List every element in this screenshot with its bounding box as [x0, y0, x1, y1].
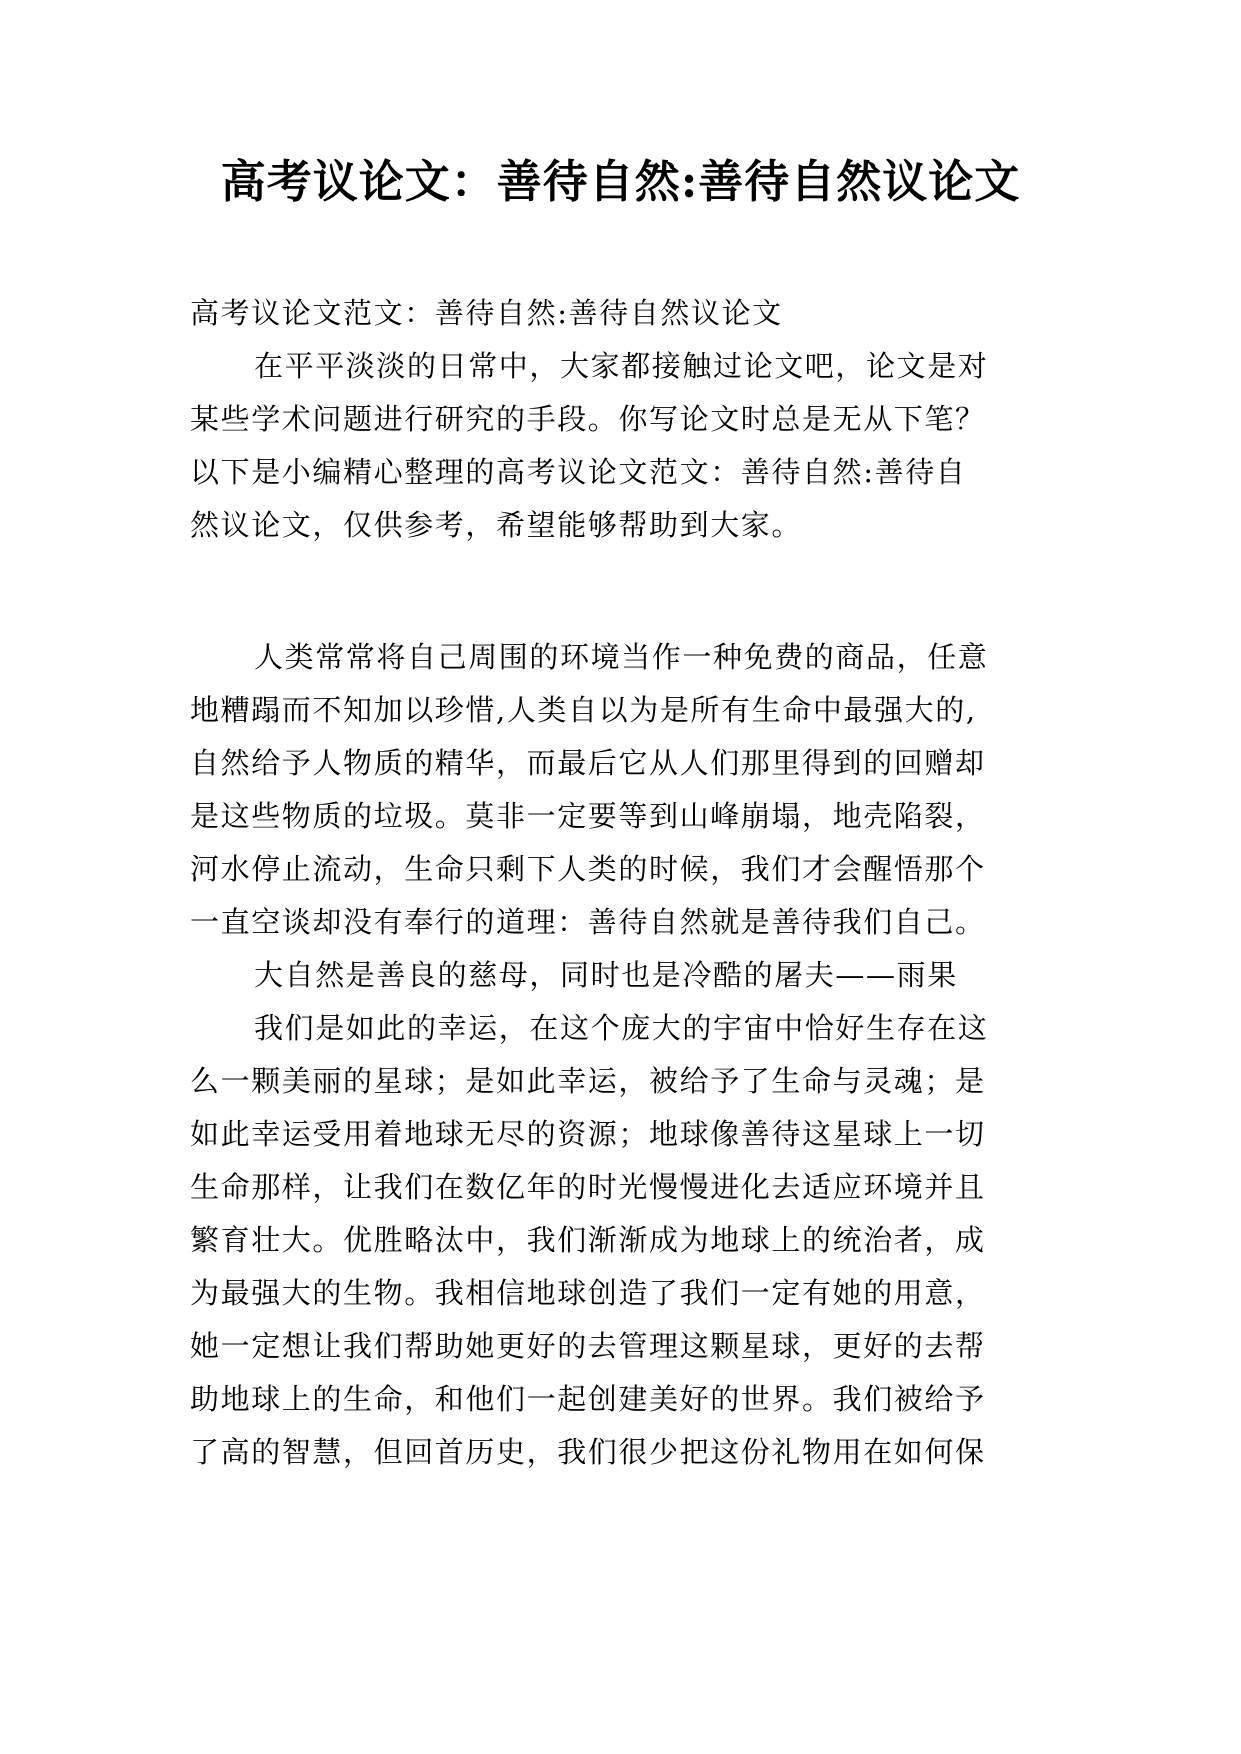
- paragraph2-line: 繁育壮大。优胜略汰中，我们渐渐成为地球上的统治者，成: [190, 1223, 986, 1257]
- paragraph2-line: 我们是如此的幸运，在这个庞大的宇宙中恰好生存在这: [254, 1011, 989, 1045]
- paragraph1-line: 是这些物质的垃圾。莫非一定要等到山峰崩塌，地壳陷裂，: [190, 799, 986, 833]
- paragraph1-line: 地糟蹋而不知加以珍惜,人类自以为是所有生命中最强大的,: [190, 693, 977, 727]
- paragraph2-line: 如此幸运受用着地球无尽的资源；地球像善待这星球上一切: [190, 1117, 986, 1151]
- paragraph2-line: 她一定想让我们帮助她更好的去管理这颗星球，更好的去帮: [190, 1329, 986, 1363]
- document-body: [190, 287, 1060, 1479]
- paragraph2-line: 么一颗美丽的星球；是如此幸运，被给予了生命与灵魂；是: [190, 1064, 986, 1098]
- paragraph2-line: 为最强大的生物。我相信地球创造了我们一定有她的用意，: [190, 1276, 986, 1310]
- paragraph2-line: 生命那样，让我们在数亿年的时光慢慢进化去适应环境并且: [190, 1170, 986, 1204]
- intro-line: 以下是小编精心整理的高考议论文范文：善待自然:善待自: [190, 455, 967, 489]
- paragraph2-line: 助地球上的生命，和他们一起创建美好的世界。我们被给予: [190, 1382, 986, 1416]
- paragraph2-line: 了高的智慧，但回首历史，我们很少把这份礼物用在如何保: [190, 1435, 986, 1469]
- intro-line: 在平平淡淡的日常中，大家都接触过论文吧，论文是对: [254, 349, 989, 383]
- paragraph1-line: 一直空谈却没有奉行的道理：善待自然就是善待我们自己。: [190, 905, 986, 939]
- paragraph-spacer: [190, 552, 1060, 631]
- paragraph1-line: 人类常常将自己周围的环境当作一种免费的商品，任意: [254, 640, 989, 674]
- intro-line: 然议论文，仅供参考，希望能够帮助到大家。: [190, 508, 803, 542]
- quote-line: 大自然是善良的慈母，同时也是冷酷的屠夫——雨果: [254, 958, 958, 992]
- paragraph1-line: 河水停止流动，生命只剩下人类的时候，我们才会醒悟那个: [190, 852, 986, 886]
- document-title: 高考议论文：善待自然:善待自然议论文: [220, 155, 1021, 208]
- intro-line: 某些学术问题进行研究的手段。你写论文时总是无从下笔？: [190, 402, 986, 436]
- paragraph1-line: 自然给予人物质的精华，而最后它从人们那里得到的回赠却: [190, 746, 986, 780]
- subtitle-line: 高考议论文范文：善待自然:善待自然议论文: [190, 296, 783, 330]
